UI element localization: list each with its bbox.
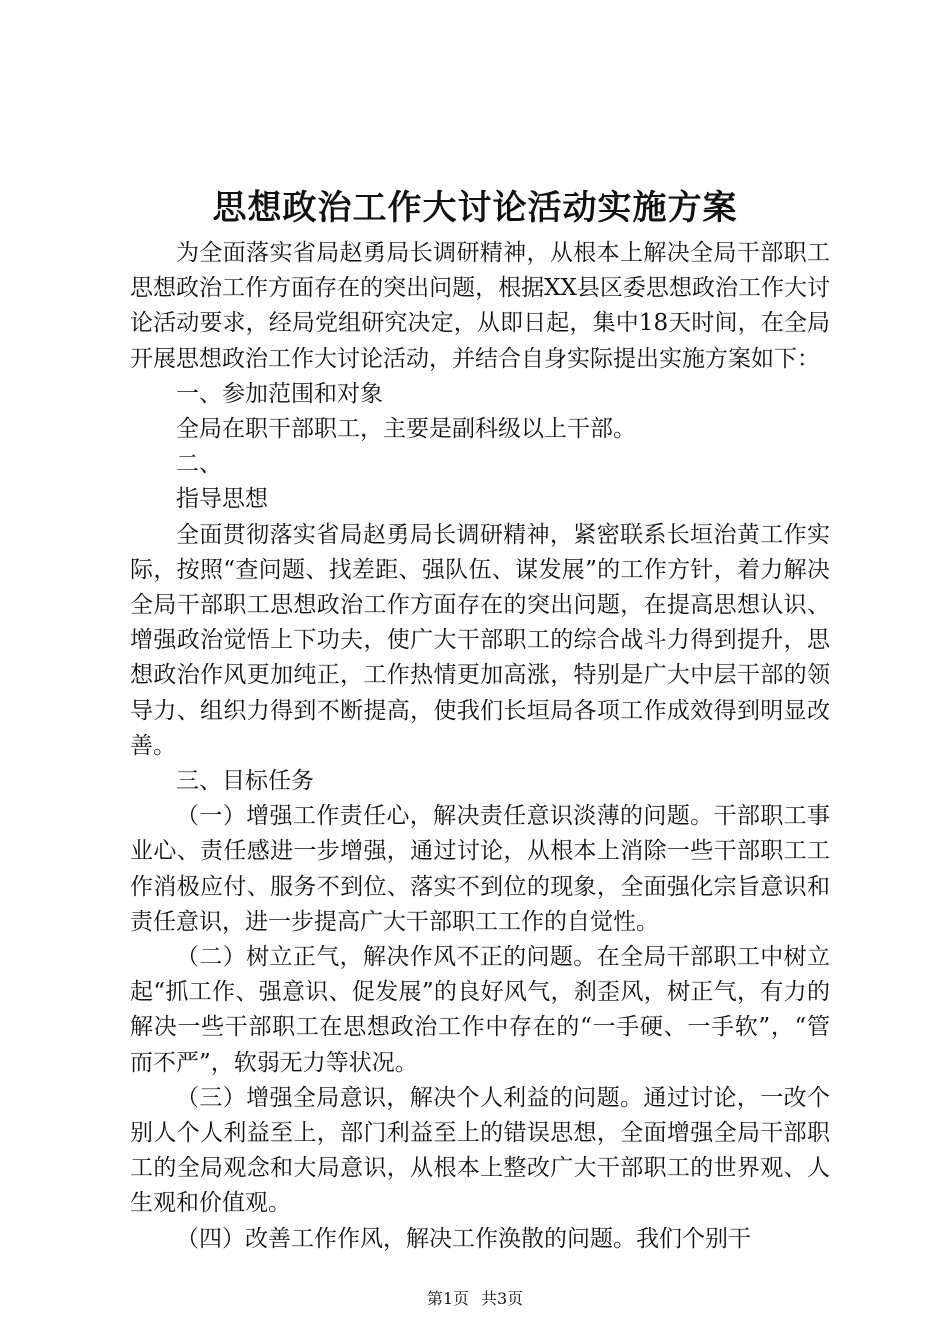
paragraph-intro: 为全面落实省局赵勇局长调研精神，从根本上解决全局干部职工思想政治工作方面存在的突出问题，根据XX县区委思想政治工作大讨论活动要求，经局党组研究决定，从即日起，集中18天时间，在全局开展思想政治工作大讨论活动，并结合自身实际提出实施方案如下： [130, 240, 830, 372]
paragraph-guiding-thought: 全面贯彻落实省局赵勇局长调研精神，紧密联系长垣治黄工作实际，按照“查问题、找差距、强队伍、谋发展”的工作方针，着力解决全局干部职工思想政治工作方面存在的突出问题，在提高思想认识、增强政治觉悟上下功夫，使广大干部职工的综合战斗力得到提升，思想政治作风更加纯正，工作热情更加高涨，特别是广大中层干部的领导力、组织力得到不断提高，使我们长垣局各项工作成效得到明显改善。 [130, 521, 830, 759]
section-heading-guiding-thought: 指导思想 [176, 486, 268, 513]
section-heading-scope: 一、参加范围和对象 [176, 380, 383, 407]
paragraph-goal-three: （三）增强全局意识，解决个人利益的问题。通过讨论，一改个别人个人利益至上，部门利益至上的错误思想，全面增强全局干部职工的全局观念和大局意识，从根本上整改广大干部职工的世界观、人生观和价值观。 [130, 1084, 830, 1217]
document-body [130, 236, 830, 1257]
page-footer [0, 1288, 950, 1310]
paragraph-scope: 全局在职干部职工，主要是副科级以上干部。 [176, 416, 636, 443]
paragraph-goal-two: （二）树立正气，解决作风不正的问题。在全局干部职工中树立起“抓工作、强意识、促发展”的良好风气，刹歪风，树正气，有力的解决一些干部职工在思想政治工作中存在的“一手硬、一手软”，“管而不严”，软弱无力等状况。 [130, 944, 830, 1076]
section-number-two: 二、 [176, 451, 222, 478]
paragraph-goal-one: （一）增强工作责任心，解决责任意识淡薄的问题。干部职工事业心、责任感进一步增强，通过讨论，从根本上消除一些干部职工工作消极应付、服务不到位、落实不到位的现象，全面强化宗旨意识和责任意识，进一步提高广大干部职工工作的自觉性。 [130, 803, 830, 935]
section-heading-goals: 三、目标任务 [176, 768, 314, 795]
document-title: 思想政治工作大讨论活动实施方案 [212, 188, 738, 228]
paragraph-goal-four: （四）改善工作作风，解决工作涣散的问题。我们个别干 [176, 1225, 751, 1252]
page-total: 共3页 [481, 1289, 524, 1308]
page-number: 第1页 [426, 1289, 469, 1308]
